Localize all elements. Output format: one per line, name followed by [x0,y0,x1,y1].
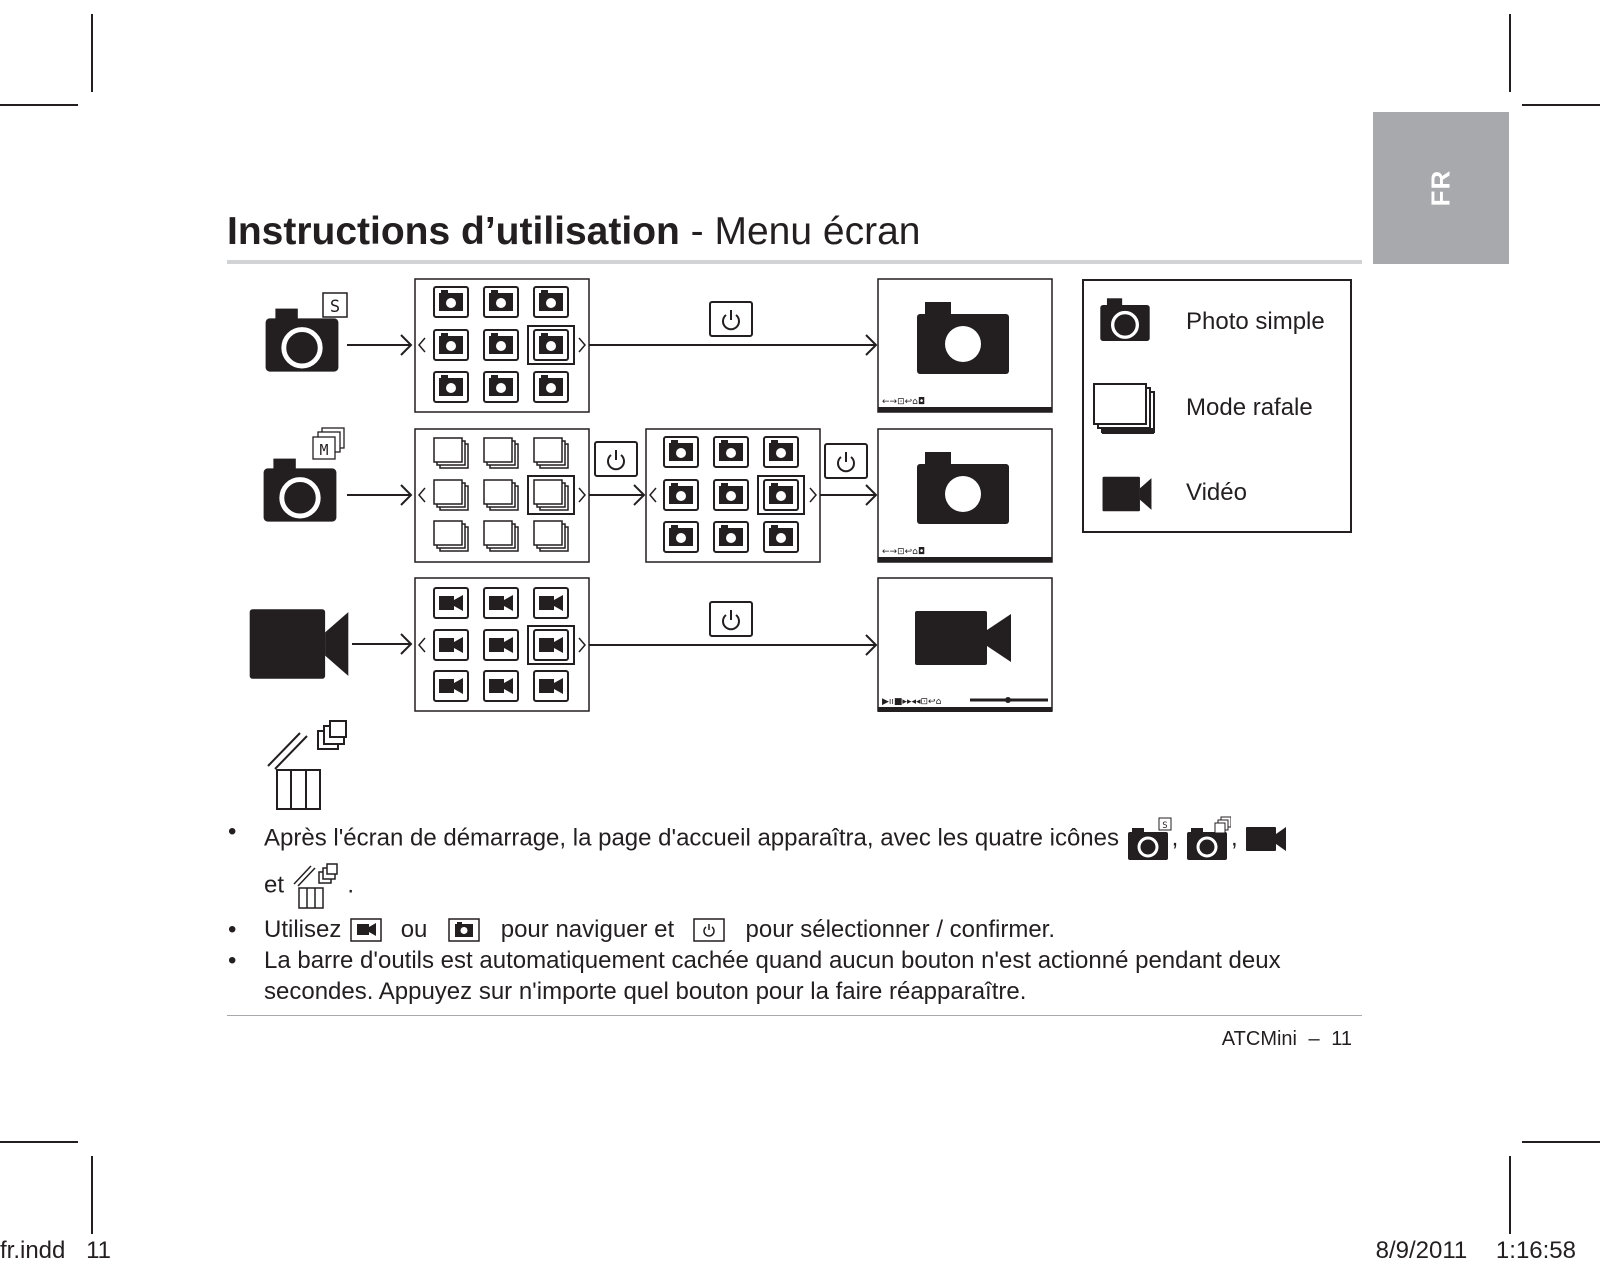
note-1-et: et [264,871,285,899]
page-title-bold: Instructions d’utilisation [227,210,680,253]
page-footer [1222,1028,1352,1051]
svg-text:▶ıı■▸▸◂◂⊡↩⌂: ▶ıı■▸▸◂◂⊡↩⌂ [882,697,942,707]
slug-page: 11 [86,1237,111,1264]
note-2-text: pour sélectionner / confirmer. [745,916,1056,943]
legend-photo-simple: Photo simple [1186,308,1325,335]
single-photo-mode-icon [266,293,347,372]
note-2-text: Utilisez [264,916,342,943]
slug-filename: fr.indd [0,1237,66,1264]
page-title-rest: - Menu écran [679,210,921,253]
note-2-text: pour naviguer et [500,916,675,943]
video-preview [878,578,1052,712]
delete-icon [291,862,341,910]
single-mode-badge: S [329,297,341,317]
slug-date-value: 8/9/2011 [1375,1237,1468,1264]
note-item [228,945,1368,1007]
photo-button-icon [446,917,482,945]
slug-time-value: 1:16:58 [1495,1237,1576,1264]
burst-grid [415,429,589,562]
video-grid [415,578,589,711]
svg-text:S: S [1161,821,1168,831]
camera-single-icon [1126,816,1172,862]
note-1-sep: , [1231,824,1238,852]
note-item [228,914,1368,945]
power-icon [710,302,752,336]
note-3-text: La barre d'outils est automatiquement cachée quand aucun bouton n'est actionné pendant deux secondes. Appuyez sur n'importe quel bouton pour la faire réapparaître. [264,947,1281,1005]
language-tab-label: FR [1425,169,1456,207]
slug-file [0,1237,111,1265]
note-1-text: Après l'écran de démarrage, la page d'accueil apparaîtra, avec les quatre icônes [264,824,1119,852]
footer-rule [227,1015,1362,1016]
burst-photo-grid [646,429,820,562]
svg-text:←→⊡↩⌂◘: ←→⊡↩⌂◘ [882,397,925,407]
legend-video: Vidéo [1186,479,1247,506]
delete-icon [268,721,346,809]
slug-date [1376,1237,1576,1265]
video-camera-icon [1244,824,1288,854]
burst-preview [878,429,1052,562]
legend-mode-rafale: Mode rafale [1186,394,1313,421]
note-item [228,816,1368,910]
footer-product: ATCMini [1221,1028,1297,1050]
single-photo-preview [878,279,1052,412]
single-photo-grid [415,279,589,412]
video-button-icon [348,917,384,945]
power-icon [691,917,727,945]
multi-mode-badge: M [319,441,329,459]
camera-burst-icon [1185,816,1231,862]
svg-text:←→⊡↩⌂◘: ←→⊡↩⌂◘ [882,547,925,557]
footer-page-number: 11 [1331,1028,1352,1050]
video-mode-icon [250,609,349,679]
note-1-end: . [347,871,355,899]
footer-dash: – [1308,1028,1320,1050]
note-1-sep: , [1171,824,1179,852]
burst-mode-icon [264,428,344,522]
notes-list [228,816,1368,1007]
note-2-text: ou [400,916,428,943]
